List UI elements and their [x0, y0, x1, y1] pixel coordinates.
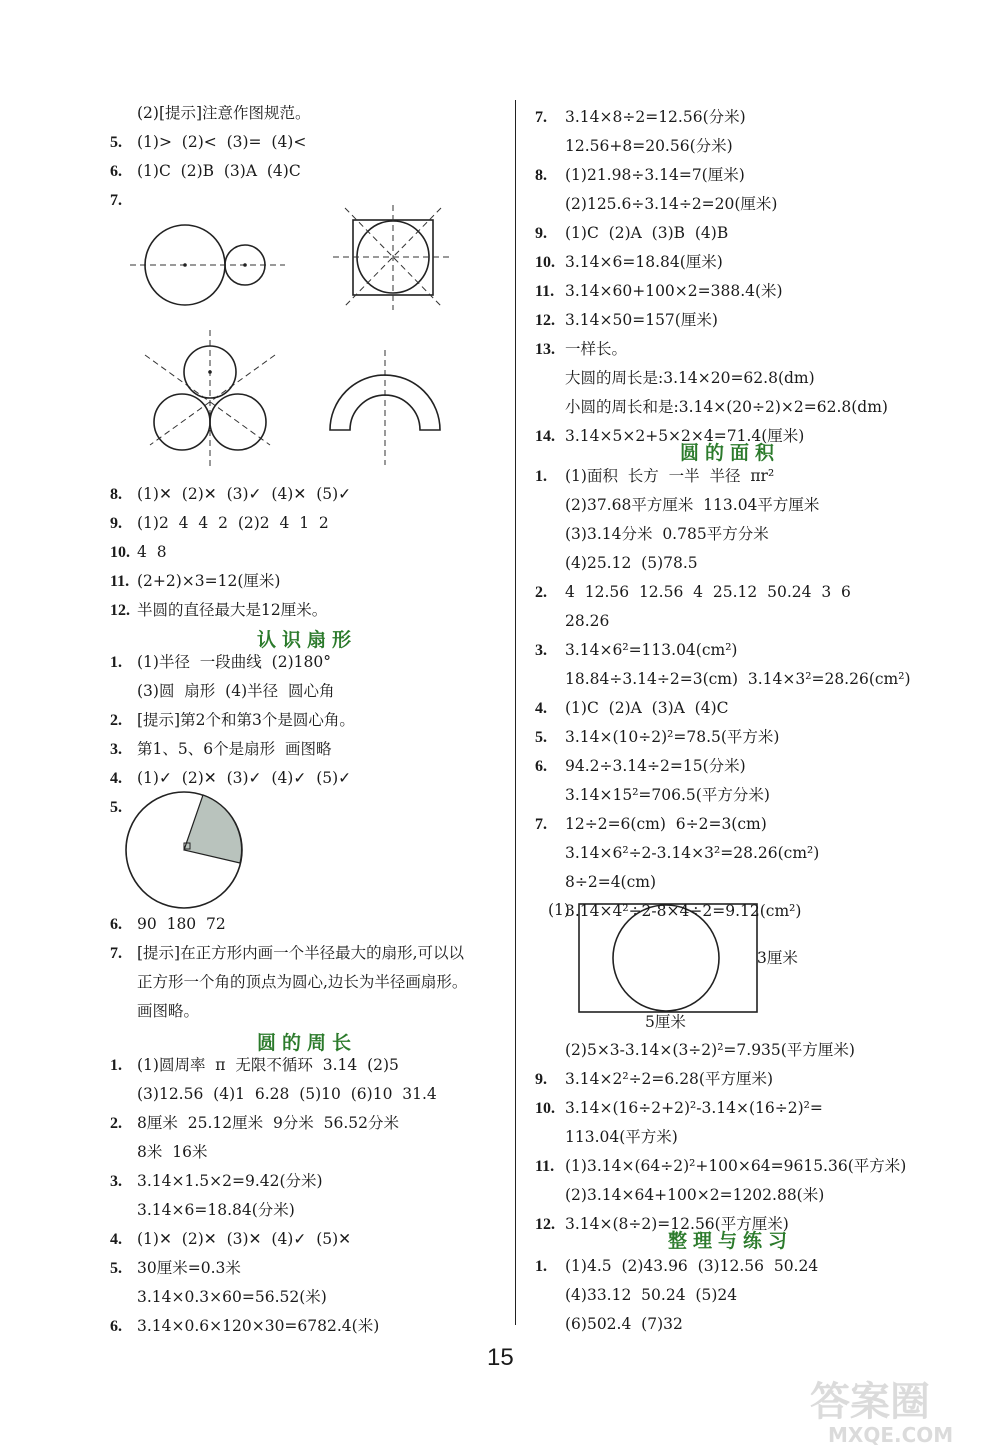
answer-line — [110, 571, 280, 592]
question-number: 3. — [535, 642, 547, 659]
answer-text: 90 180 72 — [137, 915, 226, 933]
question-number: 11. — [535, 283, 555, 300]
answer-text: (2)5×3-3.14×(3÷2)²=7.935(平方厘米) — [565, 1041, 855, 1059]
answer-text: (3)圆 扇形 (4)半径 圆心角 — [137, 682, 335, 700]
answer-line — [535, 310, 718, 331]
answer-text: 3.14×(8÷2)=12.56(平方厘米) — [565, 1215, 789, 1233]
question-number: 14. — [535, 428, 555, 445]
answer-line — [110, 1001, 199, 1021]
answer-line — [535, 698, 729, 719]
answer-line — [535, 524, 769, 544]
answer-text: 3.14×5×2+5×2×4=71.4(厘米) — [565, 427, 805, 445]
answer-line — [535, 611, 609, 631]
question-number: 6. — [110, 163, 122, 180]
answer-line — [535, 466, 774, 487]
answer-text: 3.14×15²=706.5(平方分米) — [565, 786, 770, 804]
question-number: 1. — [535, 1258, 547, 1275]
question-number: 10. — [535, 1100, 555, 1117]
answer-line — [110, 1229, 351, 1250]
question-number: 7. — [110, 192, 122, 209]
answer-line — [110, 190, 137, 211]
answer-line — [110, 1287, 327, 1307]
question-number: 4. — [535, 700, 547, 717]
question-number: 1. — [110, 1057, 122, 1074]
answer-text: 113.04(平方米) — [565, 1128, 678, 1146]
answer-text: 画图略。 — [137, 1002, 200, 1020]
answer-line — [110, 797, 137, 818]
question-number: 5. — [110, 134, 122, 151]
question-number: 4. — [110, 770, 122, 787]
answer-text: (1)21.98÷3.14=7(厘米) — [565, 166, 745, 184]
answer-text: (6)502.4 (7)32 — [565, 1315, 683, 1333]
question-number: 12. — [535, 312, 555, 329]
answer-line — [535, 727, 779, 748]
answer-text: (2)3.14×64+100×2=1202.88(米) — [565, 1186, 825, 1204]
answer-text: 大圆的周长是:3.14×20=62.8(dm) — [565, 369, 815, 387]
question-number: 1. — [110, 654, 122, 671]
answer-text: 30厘米=0.3米 — [137, 1259, 241, 1277]
two-circles-figure — [130, 225, 285, 305]
answer-text: 3.14×0.6×120×30=6782.4(米) — [137, 1317, 380, 1335]
answer-line — [535, 194, 777, 214]
answer-line — [110, 600, 327, 621]
question-number: 10. — [535, 254, 555, 271]
answer-text: (2+2)×3=12(厘米) — [137, 572, 281, 590]
answer-text: 3.14×6²÷2-3.14×3²=28.26(cm²) — [565, 844, 820, 862]
answer-text: (4)33.12 50.24 (5)24 — [565, 1286, 738, 1304]
question-number: 6. — [535, 758, 547, 775]
answer-line — [110, 710, 355, 731]
question-number: 9. — [535, 1071, 547, 1088]
answer-line — [110, 1142, 207, 1162]
answer-line — [535, 1127, 678, 1147]
answer-line — [535, 872, 656, 892]
answer-line — [535, 814, 767, 835]
section-title: 认识扇形 — [257, 629, 358, 651]
question-number: 6. — [110, 916, 122, 933]
answer-text: (1)2 4 4 2 (2)2 4 1 2 — [137, 514, 329, 532]
answer-text: 3.14×6²=113.04(cm²) — [565, 641, 738, 659]
answer-line — [535, 582, 851, 603]
question-number: 11. — [535, 1158, 555, 1175]
question-number: 12. — [535, 1216, 555, 1233]
answer-line — [535, 223, 728, 244]
answer-line — [535, 1156, 906, 1177]
answer-line — [535, 553, 698, 573]
answer-line — [110, 1171, 323, 1192]
answer-line — [535, 1185, 824, 1205]
half-ring-figure — [330, 350, 440, 465]
question-number: 12. — [110, 602, 130, 619]
answer-text: 18.84÷3.14÷2=3(cm) 3.14×3²=28.26(cm²) — [565, 670, 911, 688]
answer-line — [535, 640, 737, 661]
answer-text: (1)4.5 (2)43.96 (3)12.56 50.24 — [565, 1257, 819, 1275]
answer-line — [535, 107, 746, 128]
answer-text: 3.14×0.3×60=56.52(米) — [137, 1288, 327, 1306]
answer-line — [535, 397, 888, 417]
answer-text: (1)面积 长方 一半 半径 πr² — [565, 467, 775, 485]
section-title: 整理与练习 — [668, 1230, 794, 1252]
question-number: 2. — [110, 712, 122, 729]
answer-line — [110, 103, 311, 123]
answer-line — [535, 843, 819, 863]
answer-text: 94.2÷3.14÷2=15(分米) — [565, 757, 746, 775]
answer-line — [535, 1314, 683, 1334]
answer-text: 一样长。 — [565, 340, 628, 358]
question-number: 10. — [110, 544, 130, 561]
question-number: 13. — [535, 341, 555, 358]
answer-text: (1)3.14×(64÷2)²+100×64=9615.36(平方米) — [565, 1157, 907, 1175]
answer-text: 3.14×4²÷2-8×4÷2=9.12(cm²) — [565, 902, 802, 920]
answer-line — [535, 1256, 818, 1277]
answer-text: 3.14×6=18.84(厘米) — [565, 253, 723, 271]
answer-line — [535, 1069, 773, 1090]
answer-text: 12÷2=6(cm) 6÷2=3(cm) — [565, 815, 767, 833]
section-title: 圆的面积 — [680, 442, 781, 464]
answer-text: (4)25.12 (5)78.5 — [565, 554, 698, 572]
answer-line — [110, 1055, 399, 1076]
answer-text: 3.14×(16÷2+2)²-3.14×(16÷2)²= — [565, 1099, 823, 1117]
answer-text: (1)> (2)< (3)= (4)< — [137, 133, 307, 151]
square-circle-figure — [333, 205, 453, 310]
question-number: 5. — [110, 1260, 122, 1277]
question-number: 5. — [110, 799, 122, 816]
answer-text: (1)半径 一段曲线 (2)180° — [137, 653, 331, 671]
fan-figure — [120, 788, 250, 918]
question-number: 9. — [535, 225, 547, 242]
answer-text: 第1、5、6个是扇形 画图略 — [137, 740, 332, 758]
answer-line — [110, 681, 334, 701]
svg-text:答案圈: 答案圈 — [810, 1379, 930, 1425]
three-circles-figure — [145, 330, 275, 470]
question-number: 3. — [110, 741, 122, 758]
answer-line — [110, 542, 167, 563]
answer-line — [535, 756, 746, 777]
answer-line — [110, 1200, 295, 1220]
answer-text: (1)✓ (2)✕ (3)✓ (4)✓ (5)✓ — [137, 769, 352, 787]
answer-text: (1)圆周率 π 无限不循环 3.14 (2)5 — [137, 1056, 399, 1074]
answer-text: (2)125.6÷3.14÷2=20(厘米) — [565, 195, 778, 213]
question-number: 8. — [110, 486, 122, 503]
q8-part-label: (1) — [548, 901, 570, 919]
answer-line — [535, 165, 745, 186]
answer-text: (1)C (2)B (3)A (4)C — [137, 162, 301, 180]
question-number: 2. — [535, 584, 547, 601]
watermark-logo — [790, 1370, 990, 1450]
answer-line — [535, 901, 801, 921]
answer-line — [110, 132, 306, 153]
answer-line — [110, 739, 331, 760]
answer-line — [110, 1258, 241, 1279]
svg-text:MXQE.COM: MXQE.COM — [828, 1423, 954, 1447]
answer-text: 3.14×60+100×2=388.4(米) — [565, 282, 783, 300]
answer-text: (1)✕ (2)✕ (3)✕ (4)✓ (5)✕ — [137, 1230, 352, 1248]
answer-text: 正方形一个角的顶点为圆心,边长为半径画扇形。 — [137, 973, 468, 991]
question-number: 3. — [110, 1173, 122, 1190]
answer-line — [535, 785, 770, 805]
answer-line — [535, 368, 815, 388]
answer-text: 半圆的直径最大是12厘米。 — [137, 601, 328, 619]
answer-text: 3.14×6=18.84(分米) — [137, 1201, 295, 1219]
answer-line — [535, 495, 819, 515]
answer-line — [535, 136, 733, 156]
answer-text: [提示]在正方形内画一个半径最大的扇形,可以以 — [137, 944, 465, 962]
answer-text: 3.14×(10÷2)²=78.5(平方米) — [565, 728, 780, 746]
question-number: 8. — [535, 167, 547, 184]
answer-text: 3.14×1.5×2=9.42(分米) — [137, 1172, 323, 1190]
answer-text: 8÷2=4(cm) — [565, 873, 657, 891]
answer-text: [提示]第2个和第3个是圆心角。 — [137, 711, 355, 729]
answer-line — [535, 281, 783, 302]
answer-text: 8厘米 25.12厘米 9分米 56.52分米 — [137, 1114, 400, 1132]
answer-line — [110, 943, 464, 964]
question-number: 4. — [110, 1231, 122, 1248]
answer-text: 4 12.56 12.56 4 25.12 50.24 3 6 — [565, 583, 851, 601]
question-number: 1. — [535, 468, 547, 485]
answer-line — [110, 914, 226, 935]
answer-text: (1)C (2)A (3)A (4)C — [565, 699, 729, 717]
question-number: 7. — [110, 945, 122, 962]
answer-text: 小圆的周长和是:3.14×(20÷2)×2=62.8(dm) — [565, 398, 888, 416]
answer-line — [535, 1285, 737, 1305]
section-title: 圆的周长 — [257, 1032, 358, 1054]
question-number: 7. — [535, 816, 547, 833]
answer-line — [110, 1113, 399, 1134]
question-number: 5. — [535, 729, 547, 746]
q8-width-label: 5厘米 — [645, 1013, 686, 1031]
question-number: 7. — [535, 109, 547, 126]
answer-text: 3.14×50=157(厘米) — [565, 311, 718, 329]
q8-height-label: 3厘米 — [757, 949, 798, 967]
answer-text: (1)C (2)A (3)B (4)B — [565, 224, 729, 242]
answer-line — [535, 339, 627, 360]
answer-text: 28.26 — [565, 612, 610, 630]
answer-line — [110, 768, 351, 789]
answer-line — [110, 972, 467, 992]
question-number: 2. — [110, 1115, 122, 1132]
answer-text: 4 8 — [137, 543, 167, 561]
column-divider — [515, 100, 516, 1325]
answer-line — [110, 1084, 437, 1104]
answer-line — [110, 484, 351, 505]
question-number: 9. — [110, 515, 122, 532]
answer-text: (2)[提示]注意作图规范。 — [137, 104, 311, 122]
answer-line — [535, 669, 911, 689]
answer-line — [535, 1098, 823, 1119]
answer-line — [110, 652, 331, 673]
question-number: 6. — [110, 1318, 122, 1335]
answer-text: 12.56+8=20.56(分米) — [565, 137, 733, 155]
page-number: 15 — [487, 1344, 514, 1371]
answer-text: (3)12.56 (4)1 6.28 (5)10 (6)10 31.4 — [137, 1085, 437, 1103]
answer-line — [110, 161, 301, 182]
answer-text: (2)37.68平方厘米 113.04平方厘米 — [565, 496, 820, 514]
answer-text: (1)✕ (2)✕ (3)✓ (4)✕ (5)✓ — [137, 485, 352, 503]
answer-text: 3.14×2²÷2=6.28(平方厘米) — [565, 1070, 774, 1088]
answer-text: (3)3.14分米 0.785平方分米 — [565, 525, 769, 543]
q7-figures — [120, 200, 460, 475]
answer-line — [110, 1316, 379, 1337]
answer-text: 3.14×8÷2=12.56(分米) — [565, 108, 746, 126]
question-number: 11. — [110, 573, 130, 590]
answer-text: 8米 16米 — [137, 1143, 208, 1161]
answer-line — [110, 513, 329, 534]
answer-line — [535, 1040, 855, 1060]
answer-line — [535, 252, 723, 273]
